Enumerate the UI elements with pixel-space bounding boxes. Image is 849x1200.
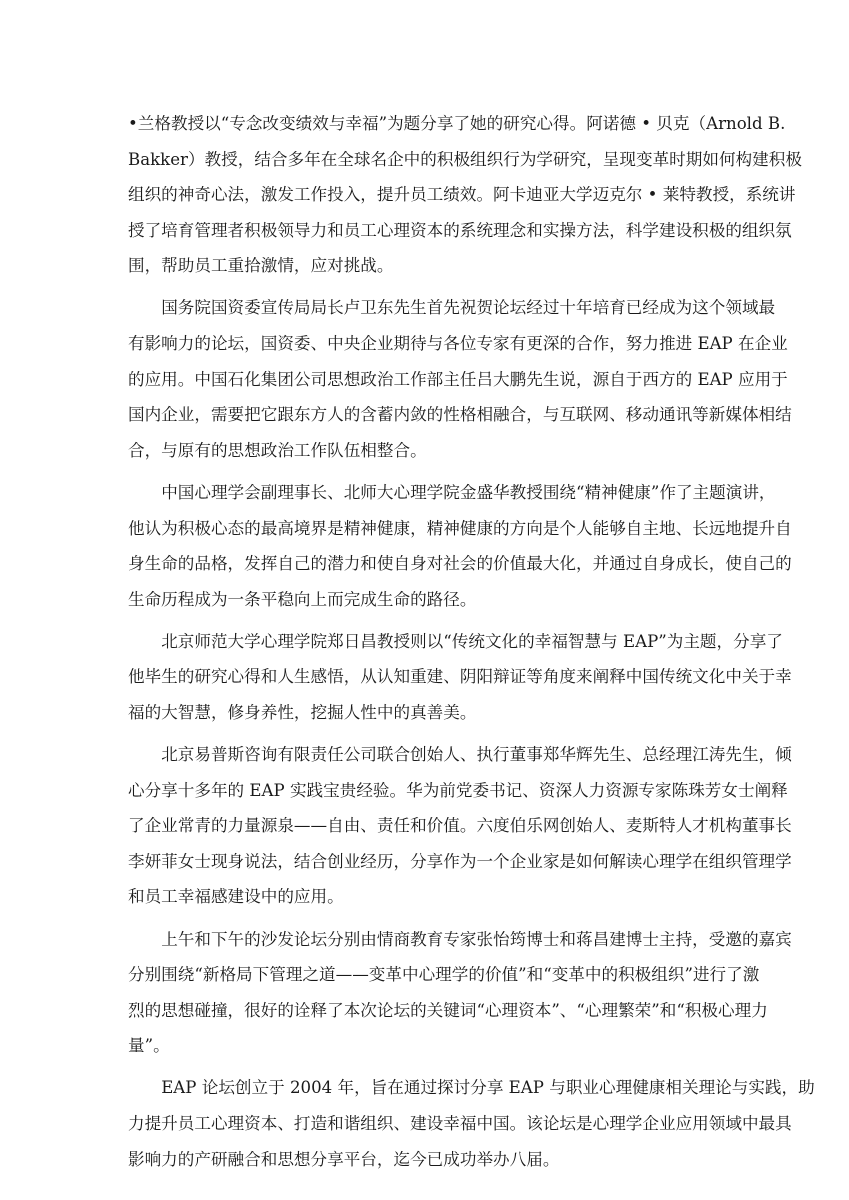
text-line: 上午和下午的沙发论坛分别由情商教育专家张怡筠博士和蒋昌建博士主持，受邀的嘉宾 bbox=[161, 929, 792, 949]
paragraph-langer-bakker-wright bbox=[128, 106, 802, 284]
text-line: 福的大智慧，修身养性，挖掘人性中的真善美。 bbox=[128, 703, 477, 722]
text-line: 的应用。中国石化集团公司思想政治工作部主任吕大鹏先生说，源自于西方的 EAP 应用于 bbox=[128, 369, 788, 389]
text-line: 量”。 bbox=[128, 1036, 170, 1056]
paragraph-sofa-forum bbox=[128, 922, 792, 1064]
text-line: 和员工幸福感建设中的应用。 bbox=[128, 887, 344, 907]
text-line: 了企业常青的力量源泉——自由、责任和价值。六度伯乐网创始人、麦斯特人才机构董事长 bbox=[128, 816, 792, 836]
paragraph-eap-forum-history bbox=[128, 1070, 815, 1177]
paragraph-sasac-sinopec bbox=[128, 290, 792, 468]
text-line: 合，与原有的思想政治工作队伍相整合。 bbox=[128, 440, 427, 460]
text-line: 身生命的品格，发挥自己的潜力和使自身对社会的价值最大化，并通过自身成长，使自己的 bbox=[128, 554, 792, 574]
text-line: 围，帮助员工重拾激情，应对挑战。 bbox=[128, 256, 394, 276]
text-line: EAP 论坛创立于 2004 年，旨在通过探讨分享 EAP 与职业心理健康相关理论与实践，助 bbox=[161, 1078, 815, 1098]
text-line: 李妍菲女士现身说法，结合创业经历，分享作为一个企业家是如何解读心理学在组织管理学 bbox=[128, 851, 792, 871]
text-line: 国务院国资委宣传局局长卢卫东先生首先祝贺论坛经过十年培育已经成为这个领域最 bbox=[161, 298, 776, 318]
paragraph-zheng-richang bbox=[128, 624, 792, 731]
paragraph-jin-shenghua bbox=[128, 475, 792, 617]
text-line: 他认为积极心态的最高境界是精神健康，精神健康的方向是个人能够自主地、长远地提升自 bbox=[128, 518, 792, 538]
text-line: 影响力的产研融合和思想分享平台，迄今已成功举办八届。 bbox=[128, 1149, 560, 1169]
text-line: 组织的神奇心法，激发工作投入，提升员工绩效。阿卡迪亚大学迈克尔 • 莱特教授，系统讲 bbox=[128, 185, 796, 205]
text-line: 生命历程成为一条平稳向上而完成生命的路径。 bbox=[128, 589, 477, 609]
text-line: 心分享十多年的 EAP 实践宝贵经验。华为前党委书记、资深人力资源专家陈珠芳女士阐释 bbox=[128, 780, 788, 800]
document-page bbox=[128, 106, 815, 1184]
paragraph-eaps-speakers bbox=[128, 737, 792, 915]
text-line: 烈的思想碰撞，很好的诠释了本次论坛的关键词“心理资本”、“心理繁荣”和“积极心理力 bbox=[128, 1000, 768, 1020]
text-line: 北京易普斯咨询有限责任公司联合创始人、执行董事郑华辉先生、总经理江涛先生，倾 bbox=[161, 745, 792, 765]
text-line: •兰格教授以“专念改变绩效与幸福”为题分享了她的研究心得。阿诺德 • 贝克（Arnold B. bbox=[128, 114, 786, 133]
text-line: 中国心理学会副理事长、北师大心理学院金盛华教授围绕“精神健康”作了主题演讲， bbox=[161, 482, 776, 502]
text-line: 有影响力的论坛，国资委、中央企业期待与各位专家有更深的合作，努力推进 EAP 在企业 bbox=[128, 334, 788, 354]
text-line: 力提升员工心理资本、打造和谐组织、建设幸福中国。该论坛是心理学企业应用领域中最具 bbox=[128, 1114, 792, 1134]
text-line: Bakker）教授，结合多年在全球名企中的积极组织行为学研究，呈现变革时期如何构建积极 bbox=[128, 149, 802, 169]
text-line: 授了培育管理者积极领导力和员工心理资本的系统理念和实操方法，科学建设积极的组织氛 bbox=[128, 220, 792, 240]
text-line: 分别围绕“新格局下管理之道——变革中心理学的价值”和“变革中的积极组织”进行了激 bbox=[128, 965, 760, 985]
text-line: 他毕生的研究心得和人生感悟，从认知重建、阴阳辩证等角度来阐释中国传统文化中关于幸 bbox=[128, 667, 792, 687]
text-line: 国内企业，需要把它跟东方人的含蓄内敛的性格相融合，与互联网、移动通讯等新媒体相结 bbox=[128, 405, 792, 425]
text-line: 北京师范大学心理学院郑日昌教授则以“传统文化的幸福智慧与 EAP”为主题，分享了 bbox=[161, 631, 783, 651]
